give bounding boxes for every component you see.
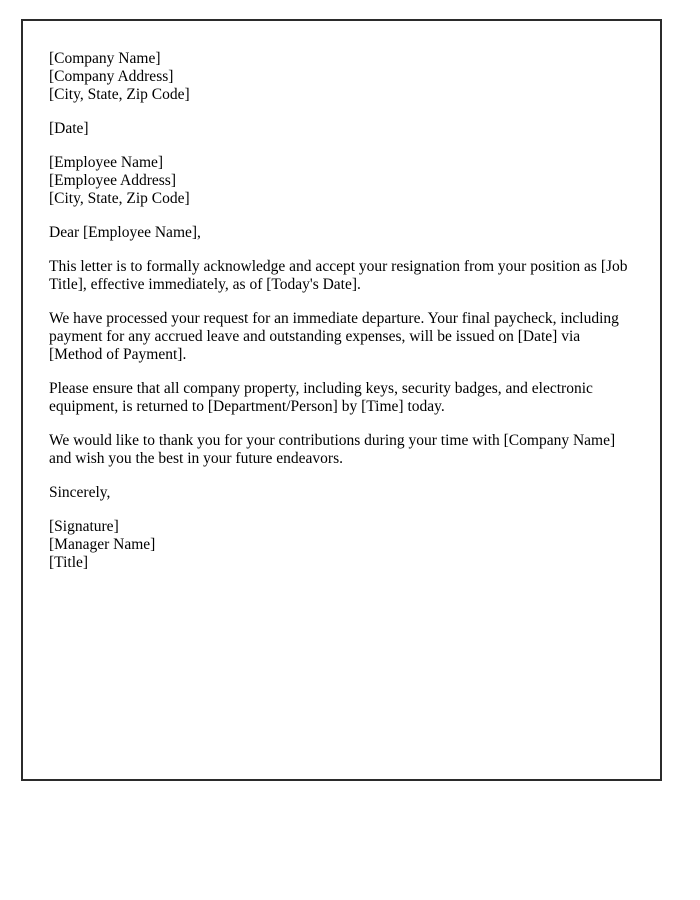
signature-block bbox=[49, 518, 635, 572]
paragraph-acknowledgment: This letter is to formally acknowledge and accept your resignation from your position as [Job Title], effective immediately, as of [Today's Date]. bbox=[49, 258, 628, 293]
recipient-address: [Employee Address] bbox=[49, 172, 176, 189]
manager-title-placeholder: [Title] bbox=[49, 554, 89, 571]
letter-body bbox=[49, 50, 635, 572]
recipient-address-block bbox=[49, 154, 635, 208]
sender-address-block bbox=[49, 50, 635, 104]
salutation bbox=[49, 224, 635, 242]
sender-company-name: [Company Name] bbox=[49, 50, 161, 67]
manager-name-placeholder: [Manager Name] bbox=[49, 536, 156, 553]
closing-text: Sincerely, bbox=[49, 484, 111, 501]
letter-date: [Date] bbox=[49, 120, 89, 137]
recipient-name: [Employee Name] bbox=[49, 154, 164, 171]
paragraph-final-paycheck: We have processed your request for an immediate departure. Your final paycheck, including payment for any accrued leave and outstanding expenses, will be issued on [Date] via [Method of Payment]. bbox=[49, 310, 619, 363]
sender-city-state-zip: [City, State, Zip Code] bbox=[49, 86, 190, 103]
sender-company-address: [Company Address] bbox=[49, 68, 174, 85]
date-block bbox=[49, 120, 635, 138]
paragraph-thanks: We would like to thank you for your contributions during your time with [Company Name] and wish you the best in your future endeavors. bbox=[49, 432, 616, 467]
paragraph-company-property: Please ensure that all company property, including keys, security badges, and electronic equipment, is returned to [Department/Person] by [Time] today. bbox=[49, 380, 593, 415]
recipient-city-state-zip: [City, State, Zip Code] bbox=[49, 190, 190, 207]
letter-page bbox=[21, 19, 662, 781]
signature-placeholder: [Signature] bbox=[49, 518, 119, 535]
salutation-text: Dear [Employee Name], bbox=[49, 224, 201, 241]
closing bbox=[49, 484, 635, 502]
